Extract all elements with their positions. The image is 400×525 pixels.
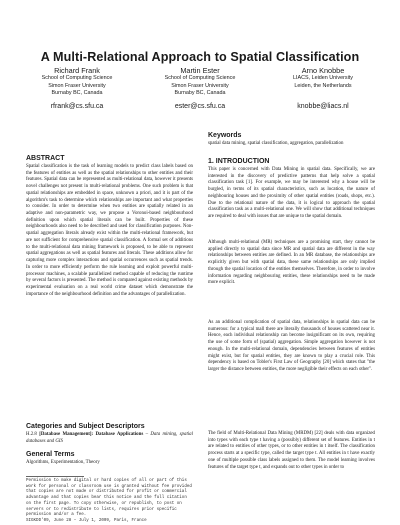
categories-text (26, 432, 193, 445)
author-affiliation: LIACS, Leiden University (293, 75, 353, 81)
author-location: Burnaby BC, Canada (174, 90, 226, 97)
author-name: Richard Frank (54, 66, 100, 75)
keywords-heading: Keywords (208, 132, 242, 139)
category-code: H.2.8 (26, 432, 37, 437)
paper-title: A Multi-Relational Approach to Spatial Classification (40, 50, 360, 64)
author-affiliation: School of Computing Science (164, 75, 236, 81)
author-1 (18, 66, 136, 111)
introduction-paragraph: As an additional complication of spatial data, relationships in spatial data can be numerous: for a typical mall there are literally thousands of houses scattered near it. Hence, each individual relationship can become insignificant on its own, requiring the use of some form of (spatial) aggregation. Simple aggregation however is not enough. In the multi-relational domain, dependencies between features of entities might exist, but for spatial entities, they are known to play a crucial role. This dependency is based on Tobler's First Law of Geography [20] which states that "the larger the distance between entities, the more negligible their effects on each other". (208, 320, 375, 373)
introduction-heading: 1. INTRODUCTION (208, 158, 270, 165)
general-terms-text: Algorithms, Experimentation, Theory (26, 460, 100, 465)
footnote-divider (26, 476, 84, 477)
introduction-paragraph: This paper is concerned with Data Mining in spatial data. Specifically, we are interested in the discovery of predictive patterns that help solve a spatial classification task [1]. For example, we may be interested why a house will be burgled, in terms of its spatial characteristics, such as location, the nature of neighbouring houses and the proximity of other spatial entities (roads, shops, etc.). Due to the relational nature of the data, it is logical to approach the spatial classification task as a multi-relational one. We will show that additional techniques are required to deal with issues that are unique to the spatial domain. (208, 167, 375, 220)
copyright-text: Permission to make digital or hard copies of all or part of this work for personal or classroom use is granted without fee provided that copies are not made or distributed for profit or commercial advantage and that copies bear this notice and the full citation on the first page. To copy otherwise, or republish, to post on servers or to redistribute to lists, requires prior specific permission and/or a fee. (26, 479, 192, 518)
author-2 (141, 66, 259, 111)
venue-text: SIGKDD'09, June 28 – July 1, 2009, Paris, France (26, 518, 147, 523)
keywords-text: spatial data mining, spatial classification, aggregation, parallelization (208, 141, 344, 146)
author-name: Arno Knobbe (301, 66, 345, 75)
author-institution: Simon Fraser University (48, 82, 106, 89)
categories-heading: Categories and Subject Descriptors (26, 423, 145, 430)
author-name: Martin Ester (180, 66, 220, 75)
general-terms-heading: General Terms (26, 451, 75, 458)
author-3 (264, 66, 382, 111)
author-email: ester@cs.sfu.ca (174, 102, 226, 110)
abstract-heading: ABSTRACT (26, 155, 65, 162)
author-email: knobbe@liacs.nl (297, 102, 349, 110)
introduction-paragraph: Although multi-relational (MR) techniques are a promising start, they cannot be applied directly to spatial data since MR and spatial data are different in the way relationships between entities are defined. In an MR database, the relationships are explicitly given but with spatial data, these same relationships are only implied through the spatial location of the entities themselves. Therefore, in order to involve information regarding neighbouring entities, these relationships need to be made more explicit. (208, 240, 375, 286)
introduction-paragraph: The field of Multi-Relational Data Mining (MRDM) [22] deals with data organized into types with each type t having a (possibly) different set of features. Entities in t are related to entities of other types, or to other entities in t itself. The classification process starts at a specific type, called the target type t. All entities in t have exactly one of multiple possible class labels assigned to them. The model learning involves features of the target type t, and expands out to other types in order to (208, 431, 375, 470)
category-detail: – Data mining, spatial databases and GIS (26, 432, 193, 444)
author-email: rfrank@cs.sfu.ca (50, 102, 104, 110)
author-affiliation: School of Computing Science (41, 75, 113, 81)
author-location: Burnaby BC, Canada (51, 90, 103, 97)
author-block (18, 66, 382, 111)
category-descriptor: Database Applications (95, 432, 144, 437)
author-institution: Simon Fraser University (171, 82, 229, 89)
category-name: [Database Management]: (39, 432, 94, 437)
author-institution: Leiden, the Netherlands (294, 82, 352, 89)
abstract-text: Spatial classification is the task of learning models to predict class labels based on the features of entities as well as the spatial relationships to other entities and their features. Spatial data can be represented as multi-relational data, however it presents novel challenges not present in multi-relational problems. One such problem is that spatial relationships are embedded in space, unknown a priori, and it is part of the algorithm's task to determine which relationships are important and what properties to consider. In order to determine when two entities are spatially related in an adaptive and non-parametric way, we propose a Voronoi-based neighbourhood definition upon which spatial literals can be built. Properties of these neighbourhoods also need to be described and used for classification purposes. Non-spatial aggregation literals already exist within the multi-relational framework, but are not sufficient for comprehensive spatial classification. A formal set of additions to the multi-relational data mining framework is proposed, to be able to represent spatial aggregations as well as spatial features and literals. These additions allow for capturing more complex interactions and spatial occurrences such as spatial trends. In order to more efficiently perform the rule learning and exploit powerful multi-processor machines, a scalable parallelized method capable of reducing the runtime by several factors is presented. The method is compared against existing methods by experimental evaluation on a real world crime dataset which demonstrate the importance of the neighbourhood definition and the advantages of parallelization. (26, 164, 193, 297)
